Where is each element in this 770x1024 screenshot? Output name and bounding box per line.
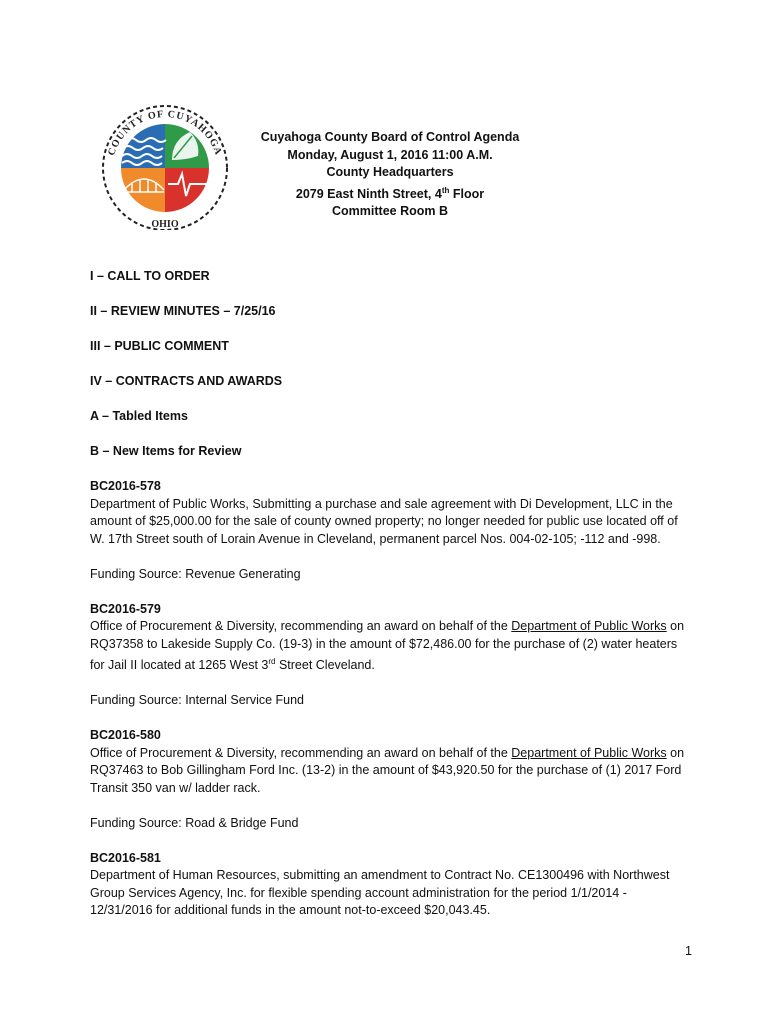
- agenda-body: [90, 268, 690, 937]
- funding-source: Funding Source: Road & Bridge Fund: [90, 815, 299, 830]
- item-id: BC2016-580: [90, 728, 161, 743]
- section-tabled-items: A – Tabled Items: [90, 409, 188, 423]
- seal-bottom-text: OHIO: [151, 219, 179, 230]
- section-review-minutes: II – REVIEW MINUTES – 7/25/16: [90, 304, 276, 318]
- department-link[interactable]: Department of Public Works: [511, 745, 667, 760]
- agenda-item-578: [90, 478, 690, 583]
- seal-top-text: COUNTY OF CUYAHOGA: [106, 108, 224, 158]
- agenda-item-579: [90, 601, 690, 710]
- meeting-address: 2079 East Ninth Street, 4th Floor: [295, 185, 485, 201]
- section-new-items: B – New Items for Review: [90, 444, 242, 458]
- agenda-item-580: [90, 727, 690, 832]
- page-number: 1: [685, 944, 692, 958]
- county-seal-logo: [98, 100, 232, 230]
- section-contracts-awards: IV – CONTRACTS AND AWARDS: [90, 374, 283, 388]
- agenda-header: [240, 129, 540, 221]
- section-call-to-order: I – CALL TO ORDER: [90, 269, 210, 283]
- item-description: Department of Human Resources, submitting an amendment to Contract No. CE1300496 with Northwest Group Services Agency, Inc. for flexible spending account administration for the period 1/1/2014 - 12/31/2016 for additional funds in the amount not-to-exceed $20,043.45.: [90, 868, 670, 918]
- item-id: BC2016-579: [90, 601, 161, 616]
- department-link[interactable]: Department of Public Works: [511, 619, 667, 633]
- meeting-venue: County Headquarters: [326, 165, 454, 179]
- agenda-item-581: [90, 850, 690, 920]
- item-description: Office of Procurement & Diversity, recommending an award on behalf of the Department of Public Works on RQ37463 to Bob Gillingham Ford Inc. (13-2) in the amount of $43,920.50 for the purchase of (1) 2017 Ford Transit 350 van w/ ladder rack.: [90, 745, 685, 795]
- item-id: BC2016-578: [90, 479, 161, 493]
- section-public-comment: III – PUBLIC COMMENT: [90, 339, 229, 353]
- agenda-title: Cuyahoga County Board of Control Agenda: [260, 130, 520, 144]
- item-id: BC2016-581: [90, 850, 161, 865]
- funding-source: Funding Source: Revenue Generating: [90, 566, 301, 581]
- meeting-room: Committee Room B: [332, 204, 448, 219]
- meeting-date-time: Monday, August 1, 2016 11:00 A.M.: [287, 147, 493, 162]
- item-description: Department of Public Works, Submitting a purchase and sale agreement with Di Development, LLC in the amount of $25,000.00 for the sale of county owned property; no longer needed for public use located off of W. 17th Street south of Lorain Avenue in Cleveland, permanent parcel Nos. 004-02-105; -112 and -998.: [90, 496, 678, 546]
- item-description: Office of Procurement & Diversity, recommending an award on behalf of the Department of Public Works on RQ37358 to Lakeside Supply Co. (19-3) in the amount of $72,486.00 for the purchase of (2) water heaters for Jail II located at 1265 West 3rd Street Cleveland.: [90, 619, 685, 673]
- funding-source: Funding Source: Internal Service Fund: [90, 693, 305, 708]
